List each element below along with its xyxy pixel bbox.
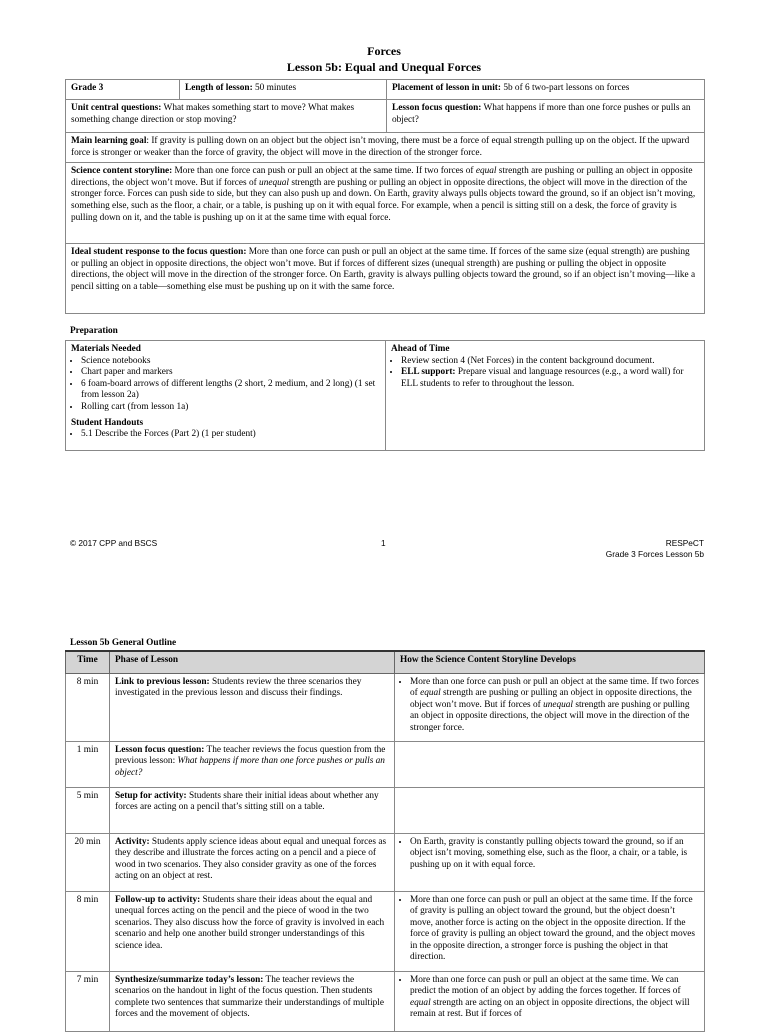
table-row <box>66 741 705 787</box>
storyline-label: Science content storyline: <box>71 166 173 177</box>
ideal-response-cell <box>66 244 705 314</box>
lesson-overview-table <box>65 79 705 314</box>
time-column-header: Time <box>66 651 110 673</box>
time-cell: 5 min <box>66 787 110 833</box>
materials-cell <box>66 341 386 451</box>
phase-text: Students share their ideas about the equal and unequal forces acting on the pencil and the piece of wood in the two scenarios. They also discuss how the force of gravity is involved in each scenario and help one another build stronger understandings of this science idea. <box>115 894 385 951</box>
materials-heading: Materials Needed <box>71 344 141 354</box>
main-goal-label: Main learning goal <box>71 136 147 146</box>
phase-label: Synthesize/summarize today’s lesson: <box>115 974 264 985</box>
length-value: 50 minutes <box>255 83 297 93</box>
storyline-cell <box>395 673 705 741</box>
footer-program: RESPeCT <box>665 538 704 548</box>
phase-cell <box>110 673 395 741</box>
table-row <box>66 833 705 891</box>
time-cell: 8 min <box>66 673 110 741</box>
phase-cell <box>110 891 395 971</box>
list-item: • On Earth, gravity is constantly pulling objects toward the ground, so if an object isn’t moving, something else, such as the floor, a chair, or a table, is pushing up on it with equal force. <box>410 837 699 872</box>
time-cell: 7 min <box>66 971 110 1031</box>
list-item: • More than one force can push or pull an object at the same time. If two forces of equal strength are pushing or pulling an object in opposite directions, the object won’t move. But if forces of unequal strength are pushing or pulling an object in opposite directions, the object will move in the direction of the stronger force. <box>410 677 699 735</box>
storyline-cell <box>395 891 705 971</box>
storyline-equal: equal <box>475 166 497 177</box>
phase-cell <box>110 833 395 891</box>
unit-questions-value: What makes something start to move? What makes something change direction or stop moving? <box>71 103 355 125</box>
focus-question-cell <box>387 100 705 133</box>
placement-value: 5b of 6 two-part lessons on forces <box>503 83 630 93</box>
phase-italic: What happens if more than one force pushes or pulls an object? <box>115 756 385 778</box>
focus-question-label: Lesson focus question: <box>392 103 482 113</box>
ell-label: ELL support: <box>401 367 456 378</box>
ideal-response-value: More than one force can push or pull an object at the same time. If forces of the same size (equal strength) are pushing or pulling an object in opposite directions, the object won’t move. But if forces of different sizes (unequal strength) are pushing or pulling the object in opposite directions, the object will move in the direction of the stronger force. On Earth, gravity is always pulling objects toward the ground, so if an object isn’t moving—like a pencil sitting on a table—something else must be pushing up on it with the same force. <box>71 247 696 292</box>
phase-cell <box>110 787 395 833</box>
storyline-text-3: strength are pushing or pulling an object in opposite directions, the object will move in the direction of the stronger force. Forces can push side to side, but they can also push up and down. On Earth, gravity always pulls objects toward the ground, so if an object isn’t moving, something else, such as the floor, a chair, or a table, is pushing up on it with equal force. For example, when a pencil is sitting still on a desk, the force of gravity is pulling down on it, and the table is pushing up on it at the same time with equal force. <box>71 177 696 223</box>
main-goal-cell <box>66 133 705 163</box>
ahead-of-time-cell <box>386 341 705 451</box>
phase-text: The teacher reviews the focus question from the previous lesson: <box>115 744 386 767</box>
footer-lesson: Grade 3 Forces Lesson 5b <box>605 549 704 559</box>
lesson-title: Lesson 5b: Equal and Unequal Forces <box>286 60 482 74</box>
phase-label: Link to previous lesson: <box>115 676 210 687</box>
storyline-text-1: More than one force can push or pull an object at the same time. If two forces of <box>172 166 476 177</box>
phase-label: Follow-up to activity: <box>115 894 201 905</box>
list-item: • Review section 4 (Net Forces) in the content background document. <box>401 356 699 368</box>
document-title: Forces <box>367 44 401 58</box>
list-item: • 5.1 Describe the Forces (Part 2) (1 per student) <box>81 429 380 441</box>
phase-cell <box>110 971 395 1031</box>
list-item: • 6 foam-board arrows of different lengths (2 short, 2 medium, and 2 long) (1 set from lesson 2a) <box>81 379 380 402</box>
main-goal-value: : If gravity is pulling down on an object but the object isn’t moving, there must be a force of equal strength pulling up on the object. If the upward force is stronger or weaker than the force of gravity, the object will move in the direction of the stronger force. <box>71 136 690 158</box>
table-row <box>66 673 705 741</box>
time-cell: 8 min <box>66 891 110 971</box>
grade-value: Grade 3 <box>71 83 104 93</box>
phase-text: Students share their initial ideas about whether any forces are acting on a pencil that’s sitting still on a table. <box>115 790 379 813</box>
phase-text: Students review the three scenarios they investigated in the previous lesson and discuss their findings. <box>115 676 362 699</box>
list-item: • Science notebooks <box>81 356 380 368</box>
preparation-table <box>65 340 705 451</box>
storyline-cell <box>66 163 705 244</box>
general-outline-table <box>65 650 705 1032</box>
handouts-list <box>71 429 380 441</box>
storyline-cell <box>395 787 705 833</box>
phase-label: Lesson focus question: <box>115 744 205 755</box>
phase-text: The teacher reviews the scenarios on the handout in light of the focus question. Then students complete two sentences that summarize their understandings of multiple forces and the movement of objects. <box>115 974 385 1020</box>
table-row <box>66 891 705 971</box>
list-item: • Rolling cart (from lesson 1a) <box>81 402 380 414</box>
table-row <box>66 971 705 1031</box>
storyline-column-header: How the Science Content Storyline Develops <box>395 651 705 673</box>
storyline-unequal: unequal <box>259 177 289 188</box>
storyline-cell <box>395 833 705 891</box>
unit-questions-label: Unit central questions: <box>71 103 162 113</box>
phase-label: Setup for activity: <box>115 790 187 801</box>
length-cell <box>180 80 387 100</box>
storyline-cell <box>395 971 705 1031</box>
ideal-response-label: Ideal student response to the focus question: <box>71 247 247 258</box>
phase-column-header: Phase of Lesson <box>110 651 395 673</box>
grade-cell <box>66 80 180 100</box>
list-item: • More than one force can push or pull an object at the same time. If the force of gravity is pulling an object toward the ground, but the object doesn’t move, another force is acting on the object in the opposite direction. If the force of gravity is pulling an object toward the ground, and the object moves in the opposite direction, a stronger force is pushing the object in that direction. <box>410 895 699 965</box>
materials-list <box>71 356 380 414</box>
preparation-heading: Preparation <box>70 326 118 336</box>
time-cell: 1 min <box>66 741 110 787</box>
focus-question-value: What happens if more than one force pushes or pulls an object? <box>392 103 691 125</box>
phase-text: Students apply science ideas about equal and unequal forces as they describe and illustrate the forces acting on a pencil and a piece of wood in two scenarios. They also consider gravity as one of the forces acting on an object at rest. <box>115 836 387 882</box>
footer-page-number: 1 <box>381 538 386 548</box>
unit-questions-cell <box>66 100 387 133</box>
handouts-heading: Student Handouts <box>71 417 144 428</box>
phase-cell <box>110 741 395 787</box>
storyline-text-2: strength are pushing or pulling an object in opposite directions, the object won’t move. But if forces of <box>71 166 693 188</box>
list-item <box>401 367 699 390</box>
ahead-list <box>391 356 699 391</box>
footer-copyright: © 2017 CPP and BSCS <box>70 538 158 548</box>
time-cell: 20 min <box>66 833 110 891</box>
length-label: Length of lesson: <box>185 83 253 93</box>
table-row <box>66 787 705 833</box>
table-header-row <box>66 651 705 673</box>
placement-cell <box>387 80 705 100</box>
list-item: • More than one force can push or pull an object at the same time. We can predict the motion of an object by adding the forces together. If forces of equal strength are acting on an object in opposite directions, the object will remain at rest. But if forces of <box>410 975 699 1021</box>
phase-label: Activity: <box>115 836 150 847</box>
ell-value: Prepare visual and language resources (e.g., a word wall) for ELL students to refer to throughout the lesson. <box>401 367 684 389</box>
placement-label: Placement of lesson in unit: <box>392 83 501 93</box>
outline-title: Lesson 5b General Outline <box>70 638 177 648</box>
list-item: • Chart paper and markers <box>81 367 380 379</box>
ahead-heading: Ahead of Time <box>391 344 450 354</box>
storyline-cell <box>395 741 705 787</box>
